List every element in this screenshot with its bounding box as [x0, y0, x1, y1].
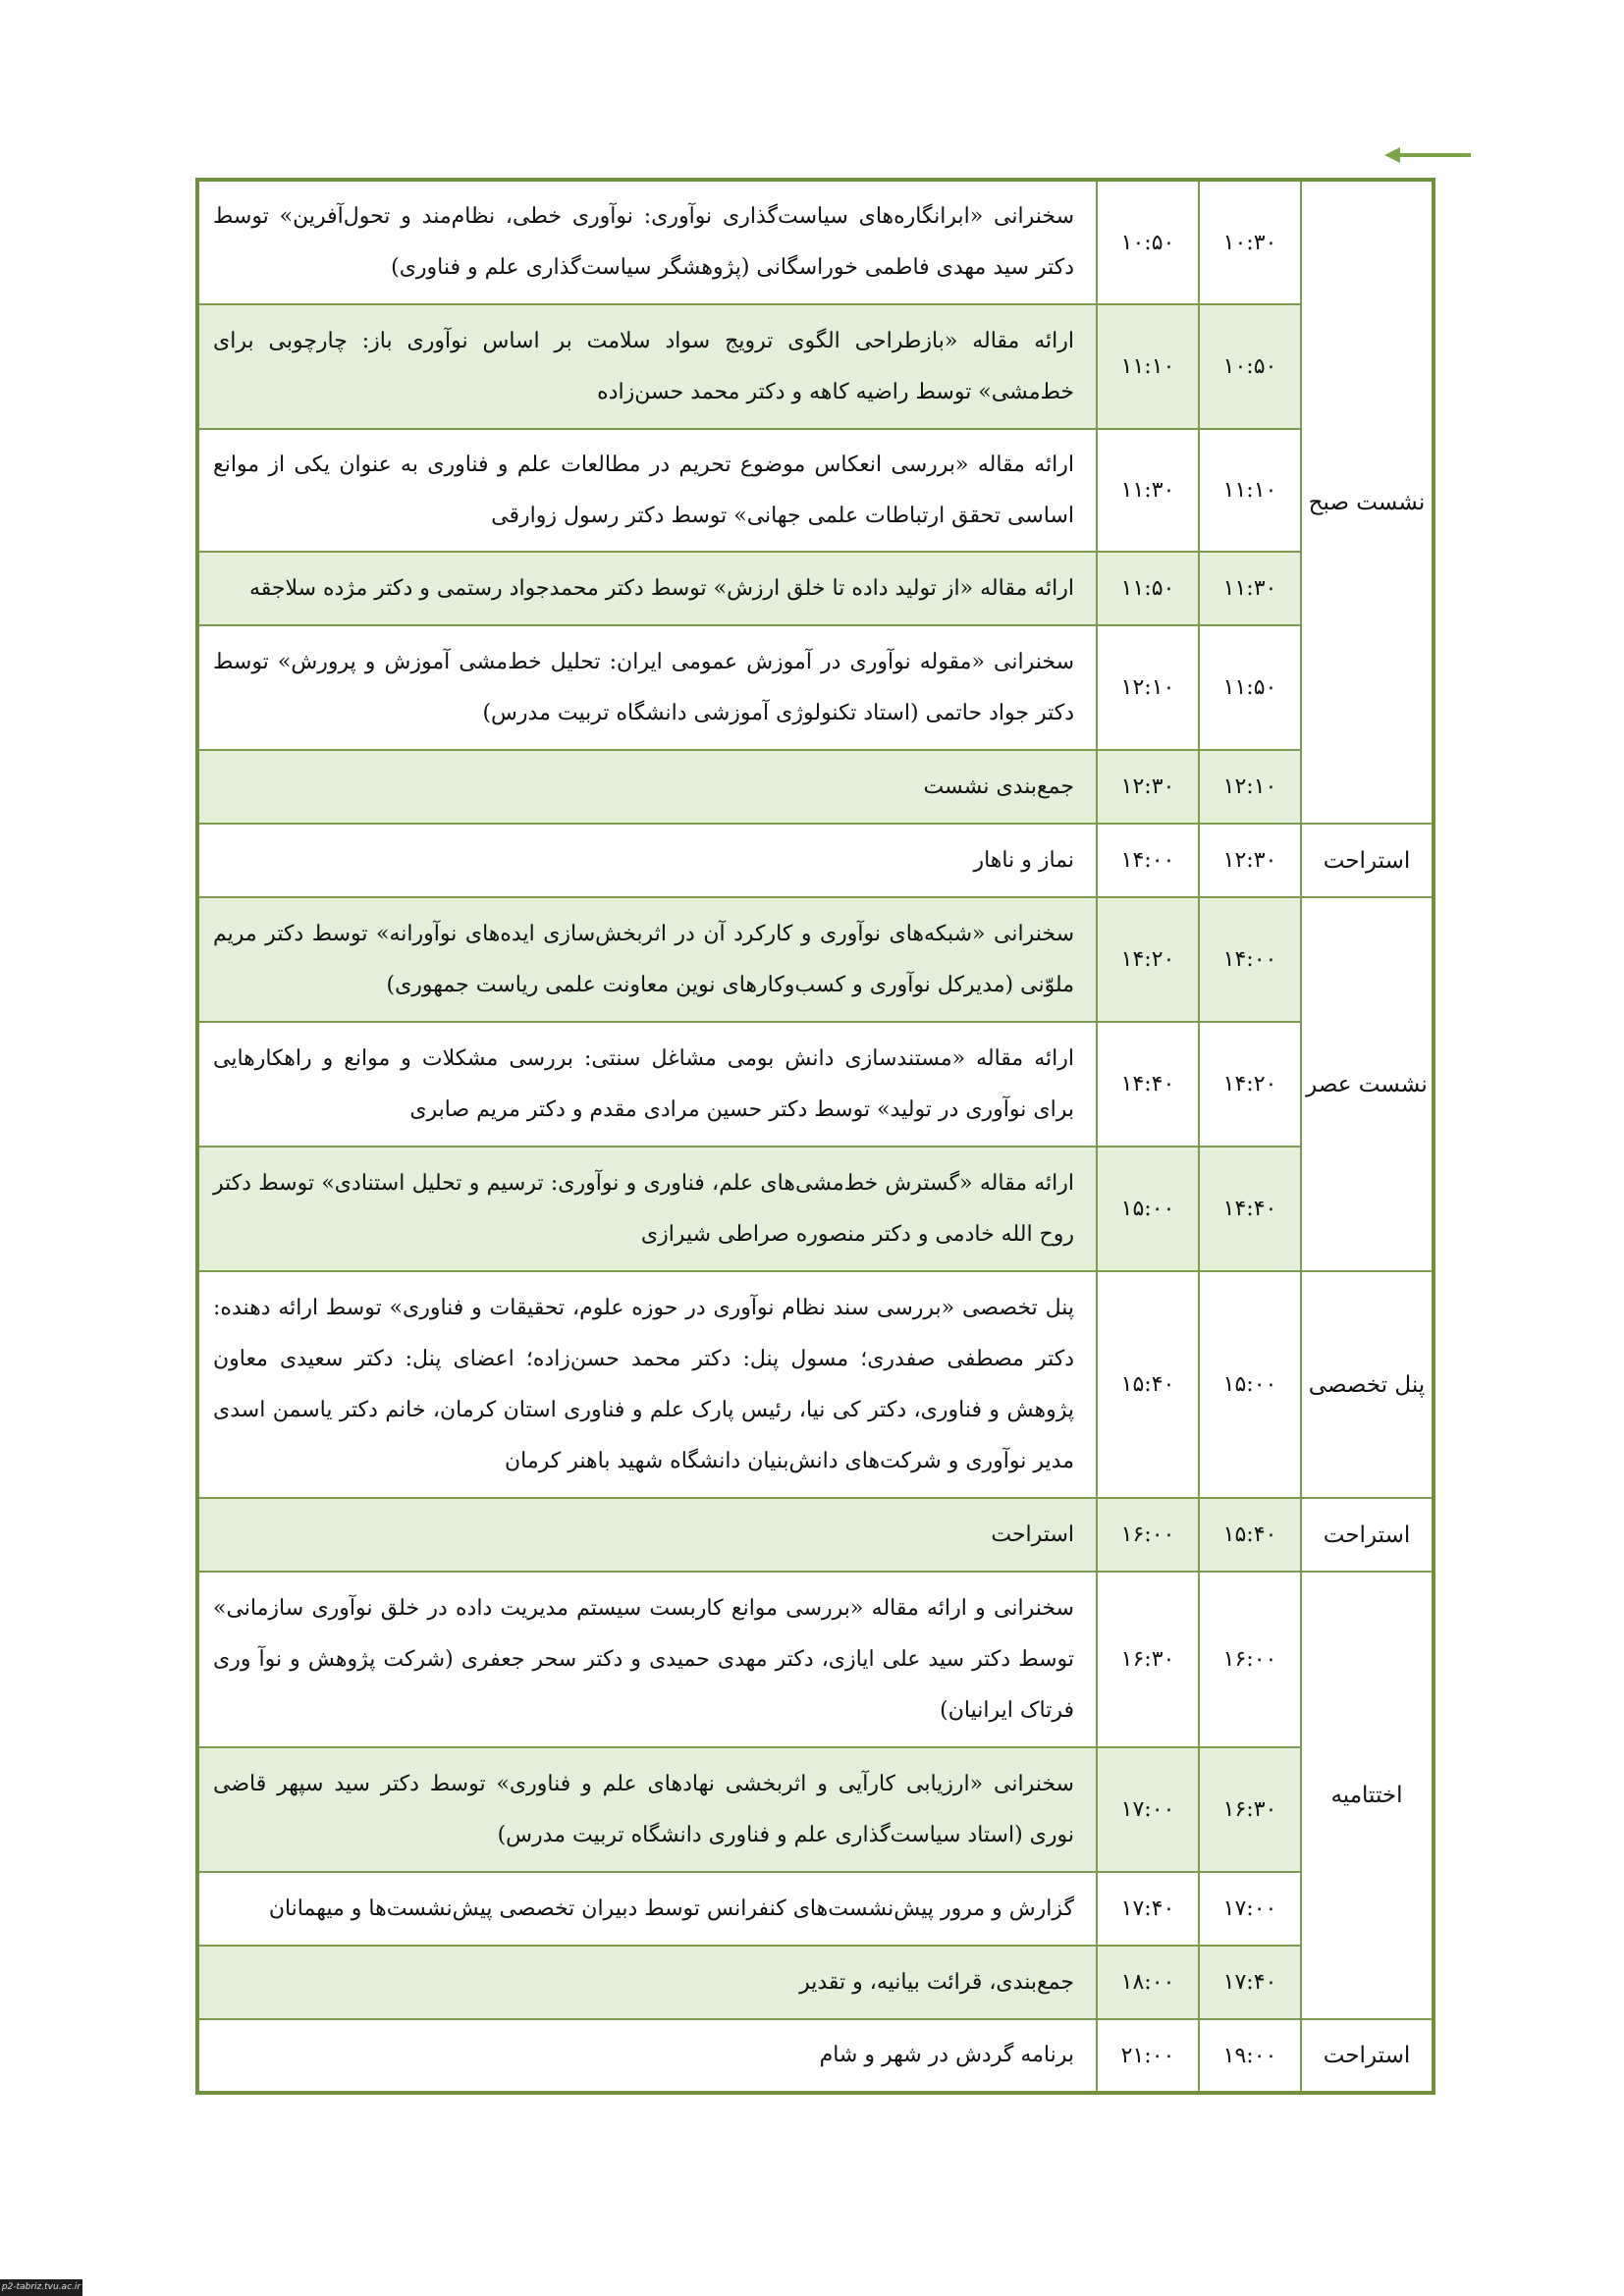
start-time: ۱۰:۵۰ [1199, 304, 1301, 429]
event-description: سخنرانی و ارائه مقاله «بررسی موانع کاربست سیستم مدیریت داده در خلق نوآوری سازمانی» توسط دکتر سید علی ایازی، دکتر مهدی حمیدی و دکتر سحر جعفری (شرکت پژوهش و نوآ وری فرتاک ایرانیان) [197, 1572, 1097, 1747]
start-time: ۱۷:۰۰ [1199, 1872, 1301, 1946]
end-time: ۲۱:۰۰ [1097, 2019, 1199, 2093]
end-time: ۱۰:۵۰ [1097, 180, 1199, 304]
schedule-table [195, 178, 1435, 2095]
end-time: ۱۲:۳۰ [1097, 750, 1199, 824]
schedule-row [197, 1572, 1434, 1747]
schedule-row [197, 750, 1434, 824]
start-time: ۱۴:۴۰ [1199, 1147, 1301, 1271]
event-description: برنامه گردش در شهر و شام [197, 2019, 1097, 2093]
session-label: اختتامیه [1301, 1572, 1434, 2019]
event-description: نماز و ناهار [197, 824, 1097, 897]
start-time: ۱۵:۰۰ [1199, 1271, 1301, 1498]
start-time: ۱۴:۰۰ [1199, 897, 1301, 1022]
event-description: ارائه مقاله «مستندسازی دانش بومی مشاغل سنتی: بررسی مشکلات و موانع و راهکارهایی برای نوآوری در تولید» توسط دکتر حسین مرادی مقدم و دکتر مریم صابری [197, 1022, 1097, 1147]
event-description: پنل تخصصی «بررسی سند نظام نوآوری در حوزه علوم، تحقیقات و فناوری» توسط ارائه دهنده: دکتر مصطفی صفدری؛ مسول پنل: دکتر محمد حسن‌زاده؛ اعضای پنل: دکتر سعیدی معاون پژوهش و فناوری، دکتر کی نیا، رئیس پارک علم و فناوری استان کرمان، خانم دکتر یاسمن اسدی مدیر نوآوری و شرکت‌های دانش‌بنیان دانشگاه شهید باهنر کرمان [197, 1271, 1097, 1498]
schedule-row [197, 1872, 1434, 1946]
schedule-row [197, 1147, 1434, 1271]
start-time: ۱۲:۳۰ [1199, 824, 1301, 897]
start-time: ۱۱:۵۰ [1199, 625, 1301, 750]
schedule-row [197, 1946, 1434, 2019]
end-time: ۱۸:۰۰ [1097, 1946, 1199, 2019]
event-description: استراحت [197, 1498, 1097, 1572]
start-time: ۱۷:۴۰ [1199, 1946, 1301, 2019]
schedule-row [197, 552, 1434, 625]
event-description: جمع‌بندی نشست [197, 750, 1097, 824]
start-time: ۱۲:۱۰ [1199, 750, 1301, 824]
schedule-row [197, 2019, 1434, 2093]
schedule-row [197, 824, 1434, 897]
event-description: سخنرانی «ارزیابی کارآیی و اثربخشی نهادهای علم و فناوری» توسط دکتر سید سپهر قاضی نوری (استاد سیاست‌گذاری علم و فناوری دانشگاه تربیت مدرس) [197, 1747, 1097, 1872]
session-label: نشست صبح [1301, 180, 1434, 824]
start-time: ۱۰:۳۰ [1199, 180, 1301, 304]
start-time: ۱۱:۱۰ [1199, 429, 1301, 552]
end-time: ۱۴:۲۰ [1097, 897, 1199, 1022]
event-description: ارائه مقاله «از تولید داده تا خلق ارزش» توسط دکتر محمدجواد رستمی و دکتر مژده سلاجقه [197, 552, 1097, 625]
event-description: ارائه مقاله «بررسی انعکاس موضوع تحریم در مطالعات علم و فناوری به عنوان یکی از موانع اساسی تحقق ارتباطات علمی جهانی» توسط دکتر رسول زوارقی [197, 429, 1097, 552]
start-time: ۱۶:۳۰ [1199, 1747, 1301, 1872]
session-label: استراحت [1301, 1498, 1434, 1572]
schedule-row [197, 1271, 1434, 1498]
start-time: ۱۵:۴۰ [1199, 1498, 1301, 1572]
end-time: ۱۴:۰۰ [1097, 824, 1199, 897]
event-description: سخنرانی «مقوله نوآوری در آموزش عمومی ایران: تحلیل خط‌مشی آموزش و پرورش» توسط دکتر جواد حاتمی (استاد تکنولوژی آموزشی دانشگاه تربیت مدرس) [197, 625, 1097, 750]
footer-badge: p2-tabriz.tvu.ac.ir [0, 2279, 82, 2296]
end-time: ۱۱:۵۰ [1097, 552, 1199, 625]
schedule-row [197, 897, 1434, 1022]
end-time: ۱۱:۳۰ [1097, 429, 1199, 552]
schedule-row [197, 304, 1434, 429]
event-description: سخنرانی «ابرانگاره‌های سیاست‌گذاری نوآوری: نوآوری خطی، نظام‌مند و تحول‌آفرین» توسط دکتر سید مهدی فاطمی خوراسگانی (پژوهشگر سیاست‌گذاری علم و فناوری) [197, 180, 1097, 304]
session-label: نشست عصر [1301, 897, 1434, 1271]
arrow-left-icon [1384, 143, 1473, 167]
end-time: ۱۶:۳۰ [1097, 1572, 1199, 1747]
start-time: ۱۹:۰۰ [1199, 2019, 1301, 2093]
end-time: ۱۷:۴۰ [1097, 1872, 1199, 1946]
end-time: ۱۵:۴۰ [1097, 1271, 1199, 1498]
start-time: ۱۱:۳۰ [1199, 552, 1301, 625]
end-time: ۱۶:۰۰ [1097, 1498, 1199, 1572]
session-label: استراحت [1301, 824, 1434, 897]
event-description: ارائه مقاله «گسترش خط‌مشی‌های علم، فناوری و نوآوری: ترسیم و تحلیل استنادی» توسط دکتر روح الله خادمی و دکتر منصوره صراطی شیرازی [197, 1147, 1097, 1271]
end-time: ۱۷:۰۰ [1097, 1747, 1199, 1872]
schedule-row [197, 1498, 1434, 1572]
event-description: جمع‌بندی، قرائت بیانیه، و تقدیر [197, 1946, 1097, 2019]
schedule-row [197, 625, 1434, 750]
event-description: گزارش و مرور پیش‌نشست‌های کنفرانس توسط دبیران تخصصی پیش‌نشست‌ها و میهمانان [197, 1872, 1097, 1946]
start-time: ۱۶:۰۰ [1199, 1572, 1301, 1747]
session-label: استراحت [1301, 2019, 1434, 2093]
end-time: ۱۴:۴۰ [1097, 1022, 1199, 1147]
schedule-row [197, 180, 1434, 304]
end-time: ۱۲:۱۰ [1097, 625, 1199, 750]
schedule-row [197, 429, 1434, 552]
schedule-row [197, 1747, 1434, 1872]
end-time: ۱۱:۱۰ [1097, 304, 1199, 429]
end-time: ۱۵:۰۰ [1097, 1147, 1199, 1271]
event-description: ارائه مقاله «بازطراحی الگوی ترویج سواد سلامت بر اساس نوآوری باز: چارچوبی برای خط‌مشی» توسط راضیه کاهه و دکتر محمد حسن‌زاده [197, 304, 1097, 429]
start-time: ۱۴:۲۰ [1199, 1022, 1301, 1147]
schedule-row [197, 1022, 1434, 1147]
event-description: سخنرانی «شبکه‌های نوآوری و کارکرد آن در اثربخش‌سازی ایده‌های نوآورانه» توسط دکتر مریم ملوّنی (مدیرکل نوآوری و کسب‌وکارهای نوین معاونت علمی ریاست جمهوری) [197, 897, 1097, 1022]
session-label: پنل تخصصی [1301, 1271, 1434, 1498]
